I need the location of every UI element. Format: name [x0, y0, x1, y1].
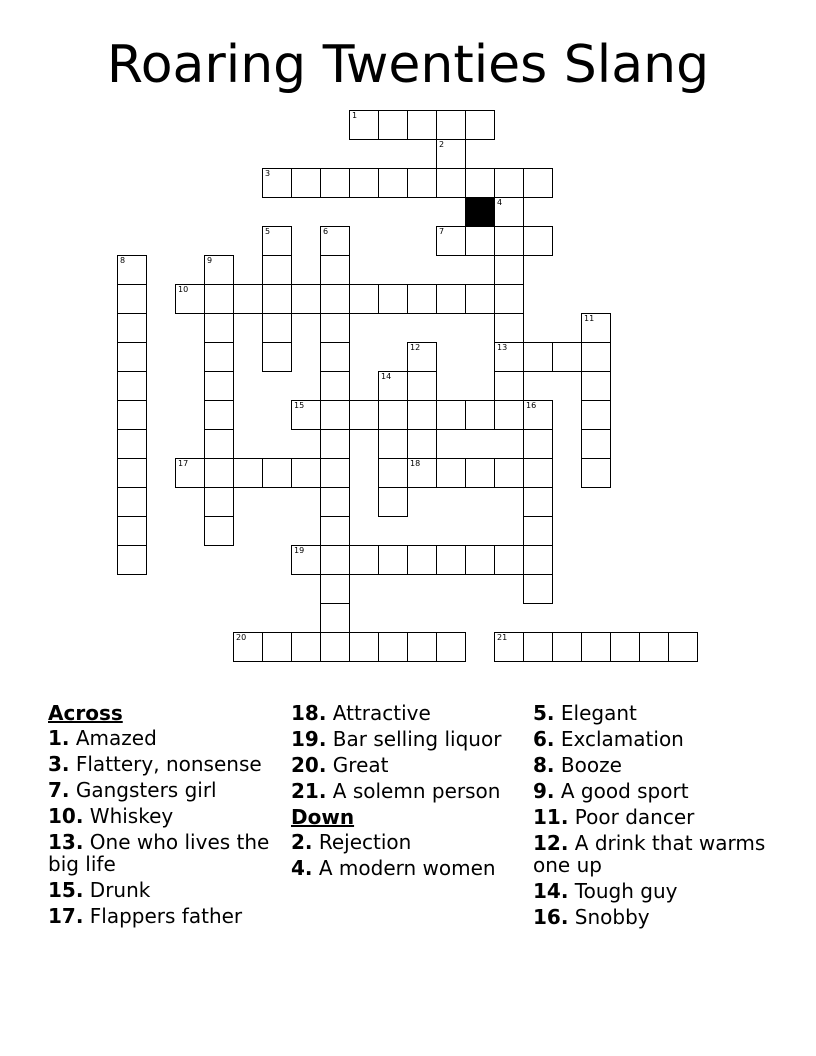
down-clue-16: 16. Snobby: [533, 905, 650, 929]
grid-cell[interactable]: [204, 284, 234, 314]
grid-cell[interactable]: [523, 545, 553, 575]
clue-number: 11: [584, 314, 595, 323]
grid-cell[interactable]: [117, 545, 147, 575]
down-clue-14: 14. Tough guy: [533, 879, 678, 903]
clue-number: 10: [178, 285, 189, 294]
grid-cell[interactable]: [262, 342, 292, 372]
grid-cell[interactable]: [262, 168, 292, 198]
across-clue-17: 17. Flappers father: [48, 904, 243, 928]
black-square: [465, 197, 495, 227]
grid-cell[interactable]: [552, 342, 582, 372]
grid-cell[interactable]: [262, 255, 292, 285]
grid-cell[interactable]: [523, 458, 553, 488]
grid-cell[interactable]: [523, 516, 553, 546]
grid-cell[interactable]: [523, 168, 553, 198]
grid-cell[interactable]: [320, 545, 350, 575]
grid-cell[interactable]: [320, 429, 350, 459]
grid-cell[interactable]: [436, 226, 466, 256]
grid-cell[interactable]: [320, 603, 350, 633]
across-clue-1: 1. Amazed: [48, 726, 157, 750]
grid-cell[interactable]: [523, 574, 553, 604]
grid-cell[interactable]: [175, 458, 205, 488]
grid-cell[interactable]: [523, 226, 553, 256]
clue-number: 17: [178, 459, 189, 468]
clue-number: 13: [497, 343, 508, 352]
grid-cell[interactable]: [407, 429, 437, 459]
grid-cell[interactable]: [581, 342, 611, 372]
grid-cell[interactable]: [552, 632, 582, 662]
grid-cell[interactable]: [204, 313, 234, 343]
across-clue-13: 13. One who lives the big life: [48, 830, 270, 876]
clue-number: 2: [439, 140, 445, 149]
across-clue-19: 19. Bar selling liquor: [291, 727, 502, 751]
grid-cell[interactable]: [407, 284, 437, 314]
grid-cell[interactable]: [581, 458, 611, 488]
grid-cell[interactable]: [581, 429, 611, 459]
grid-cell[interactable]: [378, 284, 408, 314]
grid-cell[interactable]: [407, 168, 437, 198]
grid-cell[interactable]: [349, 168, 379, 198]
across-clue-15: 15. Drunk: [48, 878, 151, 902]
grid-cell[interactable]: [639, 632, 669, 662]
across-clue-21: 21. A solemn person: [291, 779, 501, 803]
grid-cell[interactable]: [320, 168, 350, 198]
clue-number: 18: [410, 459, 421, 468]
grid-cell[interactable]: [407, 400, 437, 430]
down-heading: Down: [291, 805, 355, 829]
down-clue-5: 5. Elegant: [533, 701, 637, 725]
down-clue-9: 9. A good sport: [533, 779, 689, 803]
grid-cell[interactable]: [378, 545, 408, 575]
grid-cell[interactable]: [320, 400, 350, 430]
grid-cell[interactable]: [465, 545, 495, 575]
grid-cell[interactable]: [320, 226, 350, 256]
grid-cell[interactable]: [262, 226, 292, 256]
grid-cell[interactable]: [494, 255, 524, 285]
grid-cell[interactable]: [204, 487, 234, 517]
grid-cell[interactable]: [262, 458, 292, 488]
grid-cell[interactable]: [494, 545, 524, 575]
grid-cell[interactable]: [378, 110, 408, 140]
across-heading: Across: [48, 701, 123, 725]
grid-cell[interactable]: [494, 313, 524, 343]
grid-cell[interactable]: [610, 632, 640, 662]
grid-cell[interactable]: [581, 632, 611, 662]
grid-cell[interactable]: [378, 632, 408, 662]
grid-cell[interactable]: [523, 342, 553, 372]
grid-cell[interactable]: [320, 284, 350, 314]
grid-cell[interactable]: [117, 342, 147, 372]
grid-cell[interactable]: [233, 284, 263, 314]
grid-cell[interactable]: [494, 284, 524, 314]
clue-column-1: [48, 702, 283, 931]
clue-column-2: [291, 702, 526, 883]
grid-cell[interactable]: [436, 458, 466, 488]
grid-cell[interactable]: [117, 429, 147, 459]
grid-cell[interactable]: [494, 342, 524, 372]
down-clue-6: 6. Exclamation: [533, 727, 684, 751]
grid-cell[interactable]: [407, 371, 437, 401]
clue-number: 8: [120, 256, 126, 265]
grid-cell[interactable]: [320, 632, 350, 662]
down-clue-12: 12. A drink that warms one up: [533, 831, 766, 877]
grid-cell[interactable]: [436, 139, 466, 169]
grid-cell[interactable]: [465, 110, 495, 140]
grid-cell[interactable]: [349, 110, 379, 140]
grid-cell[interactable]: [407, 342, 437, 372]
grid-cell[interactable]: [465, 226, 495, 256]
grid-cell[interactable]: [668, 632, 698, 662]
clue-number: 9: [207, 256, 213, 265]
grid-cell[interactable]: [320, 313, 350, 343]
grid-cell[interactable]: [436, 168, 466, 198]
across-clue-20: 20. Great: [291, 753, 389, 777]
grid-cell[interactable]: [117, 400, 147, 430]
grid-cell[interactable]: [291, 632, 321, 662]
down-clue-8: 8. Booze: [533, 753, 622, 777]
grid-cell[interactable]: [523, 632, 553, 662]
clue-number: 6: [323, 227, 329, 236]
grid-cell[interactable]: [465, 168, 495, 198]
grid-cell[interactable]: [291, 284, 321, 314]
grid-cell[interactable]: [465, 284, 495, 314]
grid-cell[interactable]: [204, 516, 234, 546]
grid-cell[interactable]: [320, 574, 350, 604]
grid-cell[interactable]: [407, 545, 437, 575]
clue-number: 7: [439, 227, 445, 236]
grid-cell[interactable]: [349, 284, 379, 314]
down-clue-4: 4. A modern women: [291, 856, 496, 880]
grid-cell[interactable]: [494, 400, 524, 430]
grid-cell[interactable]: [291, 168, 321, 198]
grid-cell[interactable]: [117, 487, 147, 517]
grid-cell[interactable]: [581, 313, 611, 343]
grid-cell[interactable]: [320, 458, 350, 488]
grid-cell[interactable]: [204, 429, 234, 459]
grid-cell[interactable]: [436, 545, 466, 575]
grid-cell[interactable]: [494, 371, 524, 401]
clue-number: 20: [236, 633, 247, 642]
clue-number: 4: [497, 198, 503, 207]
grid-cell[interactable]: [494, 168, 524, 198]
grid-cell[interactable]: [436, 632, 466, 662]
grid-cell[interactable]: [117, 255, 147, 285]
grid-cell[interactable]: [494, 458, 524, 488]
grid-cell[interactable]: [204, 371, 234, 401]
grid-cell[interactable]: [262, 284, 292, 314]
grid-cell[interactable]: [117, 458, 147, 488]
grid-cell[interactable]: [523, 429, 553, 459]
grid-cell[interactable]: [494, 632, 524, 662]
grid-cell[interactable]: [320, 342, 350, 372]
grid-cell[interactable]: [204, 342, 234, 372]
grid-cell[interactable]: [320, 487, 350, 517]
grid-cell[interactable]: [523, 400, 553, 430]
puzzle-title: Roaring Twenties Slang: [106, 35, 710, 95]
grid-cell[interactable]: [436, 400, 466, 430]
grid-cell[interactable]: [204, 458, 234, 488]
grid-cell[interactable]: [262, 632, 292, 662]
grid-cell[interactable]: [291, 400, 321, 430]
grid-cell[interactable]: [378, 371, 408, 401]
across-clue-10: 10. Whiskey: [48, 804, 174, 828]
grid-cell[interactable]: [320, 516, 350, 546]
grid-cell[interactable]: [349, 632, 379, 662]
clue-number: 19: [294, 546, 305, 555]
grid-cell[interactable]: [407, 632, 437, 662]
clue-number: 12: [410, 343, 421, 352]
grid-cell[interactable]: [320, 255, 350, 285]
clue-number: 1: [352, 111, 358, 120]
grid-cell[interactable]: [291, 458, 321, 488]
grid-cell[interactable]: [378, 487, 408, 517]
down-clue-2: 2. Rejection: [291, 830, 412, 854]
grid-cell[interactable]: [378, 400, 408, 430]
clue-number: 5: [265, 227, 271, 236]
clue-number: 14: [381, 372, 392, 381]
grid-cell[interactable]: [262, 313, 292, 343]
grid-cell[interactable]: [233, 458, 263, 488]
clue-number: 15: [294, 401, 305, 410]
grid-cell[interactable]: [436, 284, 466, 314]
grid-cell[interactable]: [175, 284, 205, 314]
grid-cell[interactable]: [378, 168, 408, 198]
clue-column-3: [533, 702, 768, 932]
grid-cell[interactable]: [320, 371, 350, 401]
clue-number: 3: [265, 169, 271, 178]
clue-number: 16: [526, 401, 537, 410]
grid-cell[interactable]: [581, 400, 611, 430]
across-clue-18: 18. Attractive: [291, 701, 431, 725]
down-clue-11: 11. Poor dancer: [533, 805, 695, 829]
across-clue-7: 7. Gangsters girl: [48, 778, 217, 802]
grid-cell[interactable]: [204, 400, 234, 430]
grid-cell[interactable]: [117, 313, 147, 343]
grid-cell[interactable]: [204, 255, 234, 285]
grid-cell[interactable]: [117, 371, 147, 401]
grid-cell[interactable]: [117, 284, 147, 314]
grid-cell[interactable]: [436, 110, 466, 140]
grid-cell[interactable]: [465, 400, 495, 430]
grid-cell[interactable]: [233, 632, 263, 662]
grid-cell[interactable]: [117, 516, 147, 546]
grid-cell[interactable]: [581, 371, 611, 401]
grid-cell[interactable]: [349, 545, 379, 575]
grid-cell[interactable]: [494, 197, 524, 227]
grid-cell[interactable]: [523, 487, 553, 517]
across-clue-3: 3. Flattery, nonsense: [48, 752, 262, 776]
grid-cell[interactable]: [407, 110, 437, 140]
grid-cell[interactable]: [378, 458, 408, 488]
grid-cell[interactable]: [291, 545, 321, 575]
grid-cell[interactable]: [349, 400, 379, 430]
clue-number: 21: [497, 633, 508, 642]
grid-cell[interactable]: [465, 458, 495, 488]
grid-cell[interactable]: [407, 458, 437, 488]
grid-cell[interactable]: [494, 226, 524, 256]
grid-cell[interactable]: [378, 429, 408, 459]
